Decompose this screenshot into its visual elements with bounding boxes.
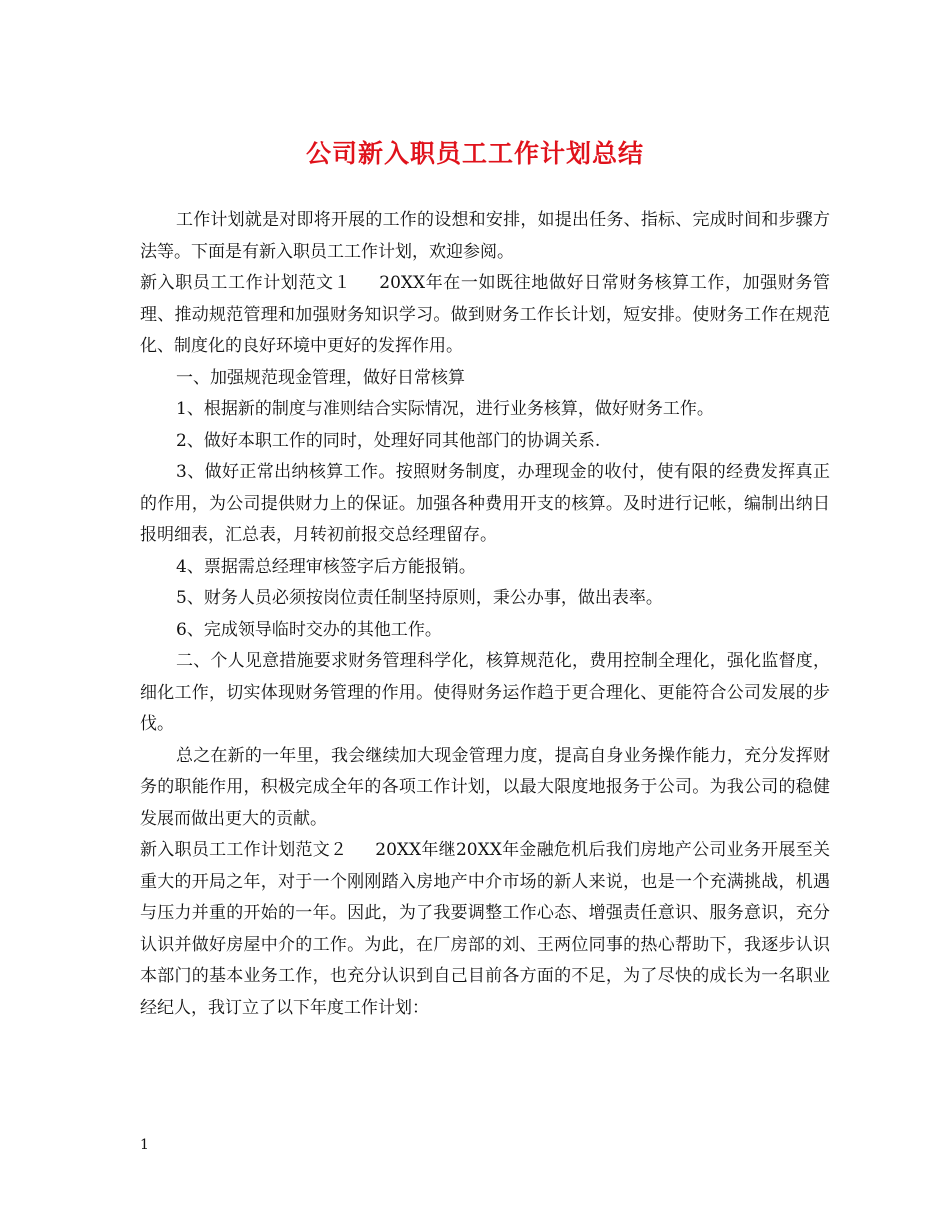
section-label: 新入职员工工作计划范文１ (140, 273, 352, 293)
paragraph-intro: 工作计划就是对即将开展的工作的设想和安排，如提出任务、指标、完成时间和步骤方法等。下面是有新入职员工工作计划，欢迎参阅。 (140, 210, 830, 262)
paragraph-summary: 总之在新的一年里，我会继续加大现金管理力度，提高自身业务操作能力，充分发挥财务的职能作用，积极完成全年的各项工作计划，以最大限度地报务于公司。为我公司的稳健发展而做出更大的贡献。 (140, 745, 830, 829)
document-body (140, 205, 830, 1024)
paragraph-item-5: 5、财务人员必须按岗位责任制坚持原则，秉公办事，做出表率。 (176, 588, 663, 608)
paragraph-sample-1: 新入职员工工作计划范文１ 20XX年在一如既往地做好日常财务核算工作，加强财务管理、推动规范管理和加强财务知识学习。做到财务工作长计划，短安排。使财务工作在规范化、制度化的良好环境中更好的发挥作用。 (140, 273, 831, 356)
page-number: 1 (140, 1137, 149, 1153)
paragraph-item-2: 2、做好本职工作的同时，处理好同其他部门的协调关系. (176, 430, 601, 451)
paragraph-heading-2: 二、个人见意措施要求财务管理科学化，核算规范化，费用控制全理化，强化监督度，细化工作，切实体现财务管理的作用。使得财务运作趋于更合理化、更能符合公司发展的步伐。 (140, 651, 830, 734)
paragraph-heading-1: 一、加强规范现金管理，做好日常核算 (176, 367, 465, 388)
document-title: 公司新入职员工工作计划总结 (305, 139, 644, 168)
paragraph-sample-2: 新入职员工工作计划范文２ 20XX年继20XX年金融危机后我们房地产公司业务开展至关重大的开局之年，对于一个刚刚踏入房地产中介市场的新人来说，也是一个充满挑战，机遇与压力并重的开始的一年。因此，为了我要调整工作心态、增强责任意识、服务意识，充分认识并做好房屋中介的工作。为此，在厂房部的刘、王两位同事的热心帮助下，我逐步认识本部门的基本业务工作，也充分认识到自己目前各方面的不足，为了尽快的成长为一名职业经纪人，我订立了以下年度工作计划： (140, 840, 830, 1018)
section-label: 新入职员工工作计划范文２ (140, 840, 348, 860)
paragraph-item-1: 1、根据新的制度与准则结合实际情况，进行业务核算，做好财务工作。 (176, 399, 714, 419)
paragraph-item-4: 4、票据需总经理审核签字后方能报销。 (176, 556, 476, 577)
paragraph-item-6: 6、完成领导临时交办的其他工作。 (176, 619, 442, 640)
paragraph-item-3: 3、做好正常出纳核算工作。按照财务制度，办理现金的收付，使有限的经费发挥真正的作用，为公司提供财力上的保证。加强各种费用开支的核算。及时进行记帐，编制出纳日报明细表，汇总表，月转初前报交总经理留存。 (140, 462, 830, 545)
